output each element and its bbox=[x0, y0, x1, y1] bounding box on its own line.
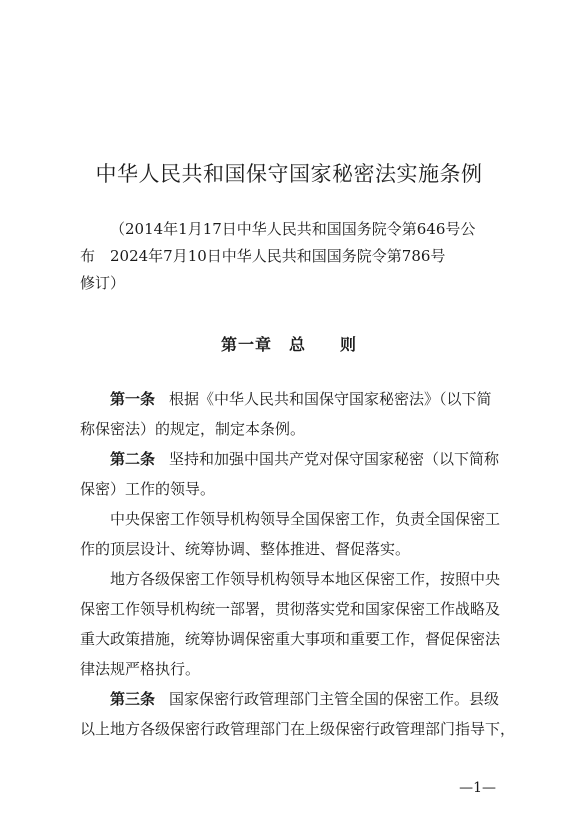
article-2-paragraph-line: 重大政策措施，统筹协调保密重大事项和重要工作，督促保密法 bbox=[80, 630, 501, 648]
article-2-paragraph-line: 律法规严格执行。 bbox=[80, 660, 201, 678]
article-number: 第一条 bbox=[110, 390, 156, 408]
article-3-line: 以上地方各级保密行政管理部门在上级保密行政管理部门指导下， bbox=[80, 720, 516, 738]
article-2-paragraph-line: 地方各级保密工作领导机构领导本地区保密工作，按照中央 bbox=[110, 570, 501, 588]
article-1-line: 称保密法）的规定，制定本条例。 bbox=[80, 420, 306, 438]
promulgation-line: 修订） bbox=[80, 274, 126, 292]
promulgation-line: （2014年1月17日中华人民共和国国务院令第646号公 bbox=[110, 220, 476, 238]
page-number: —1— bbox=[459, 780, 496, 796]
article-text: 坚持和加强中国共产党对保守国家秘密（以下简称 bbox=[169, 450, 500, 468]
article-1-line bbox=[80, 384, 520, 414]
article-2-paragraph-line: 作的顶层设计、统筹协调、整体推进、督促落实。 bbox=[80, 540, 411, 558]
article-2-paragraph-line: 保密工作领导机构统一部署，贯彻落实党和国家保密工作战略及 bbox=[80, 600, 501, 618]
article-3-line bbox=[80, 684, 520, 714]
article-text: 根据《中华人民共和国保守国家秘密法》（以下简 bbox=[169, 390, 492, 408]
document-title: 中华人民共和国保守国家秘密法实施条例 bbox=[95, 162, 483, 186]
article-2-line bbox=[80, 444, 520, 474]
article-number: 第三条 bbox=[110, 690, 156, 708]
promulgation-line: 布 2024年7月10日中华人民共和国国务院令第786号 bbox=[80, 247, 446, 265]
article-2-paragraph-line: 中央保密工作领导机构领导全国保密工作，负责全国保密工 bbox=[110, 510, 501, 528]
article-text: 国家保密行政管理部门主管全国的保密工作。县级 bbox=[169, 690, 500, 708]
chapter-heading: 第一章 总 则 bbox=[220, 335, 357, 354]
document-body bbox=[80, 384, 520, 744]
article-2-line: 保密）工作的领导。 bbox=[80, 480, 216, 498]
promulgation-note bbox=[80, 216, 520, 297]
article-number: 第二条 bbox=[110, 450, 156, 468]
